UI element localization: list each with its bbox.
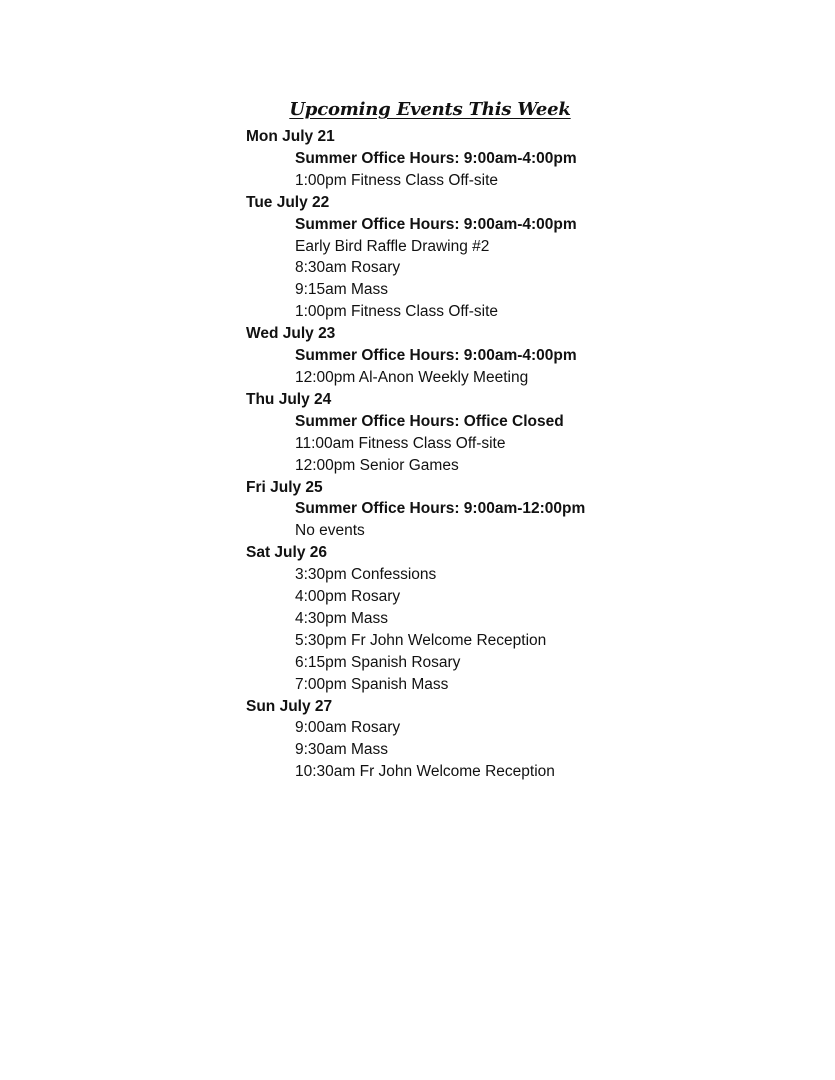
event-item: 3:30pm Confessions [295, 566, 437, 584]
event-item: 9:30am Mass [295, 741, 389, 759]
event-item: 5:30pm Fr John Welcome Reception [295, 631, 547, 649]
event-item: Summer Office Hours: 9:00am-4:00pm [295, 347, 577, 365]
event-item: Summer Office Hours: 9:00am-4:00pm [295, 149, 577, 167]
event-item: Early Bird Raffle Drawing #2 [295, 237, 490, 255]
event-item: 9:00am Rosary [295, 719, 401, 737]
day-label: Fri July 25 [246, 478, 323, 496]
day-block-thu [246, 389, 766, 477]
event-item: 1:00pm Fitness Class Off-site [295, 303, 499, 321]
event-item: 10:30am Fr John Welcome Reception [295, 763, 555, 781]
day-block-wed [246, 323, 766, 389]
day-block-sun [246, 696, 766, 784]
day-label: Tue July 22 [246, 193, 330, 211]
event-item: 9:15am Mass [295, 281, 389, 299]
event-item: No events [295, 522, 365, 540]
event-item: 4:30pm Mass [295, 609, 389, 627]
day-label: Mon July 21 [246, 128, 335, 145]
event-item: 6:15pm Spanish Rosary [295, 653, 461, 671]
day-label: Sat July 26 [246, 544, 327, 562]
event-item: 7:00pm Spanish Mass [295, 675, 449, 693]
day-block-fri [246, 477, 766, 543]
event-item: 8:30am Rosary [295, 259, 401, 277]
day-block-mon [246, 126, 766, 192]
day-label: Sun July 27 [246, 697, 333, 715]
event-item: 12:00pm Al-Anon Weekly Meeting [295, 368, 529, 386]
day-block-tue [246, 192, 766, 323]
day-block-sat [246, 542, 766, 695]
event-item: Summer Office Hours: 9:00am-12:00pm [295, 500, 586, 518]
events-list [246, 126, 766, 783]
day-label: Wed July 23 [246, 325, 336, 343]
event-item: Summer Office Hours: 9:00am-4:00pm [295, 215, 577, 233]
page-title: Upcoming Events This Week [289, 99, 571, 120]
event-item: 12:00pm Senior Games [295, 456, 459, 474]
event-item: 4:00pm Rosary [295, 588, 401, 606]
day-label: Thu July 24 [246, 390, 332, 408]
event-item: 1:00pm Fitness Class Off-site [295, 171, 499, 189]
event-item: 11:00am Fitness Class Off-site [295, 434, 506, 452]
event-item: Summer Office Hours: Office Closed [295, 412, 564, 430]
